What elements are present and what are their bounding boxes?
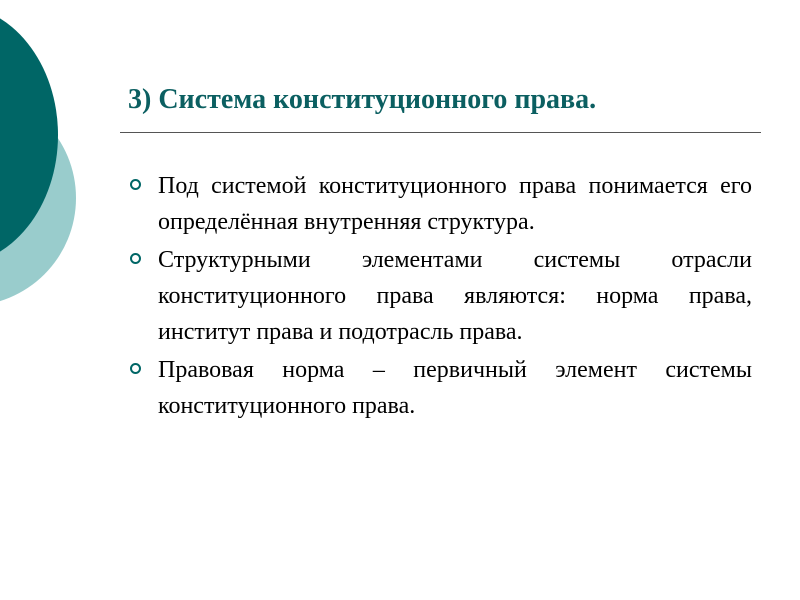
list-item (130, 352, 752, 424)
bullet-text: Правовая норма – первичный элемент системы конституционного права. (158, 357, 752, 419)
title-divider (120, 132, 761, 133)
bullet-text: Под системой конституционного права понимается его определённая внутренняя структура. (158, 173, 752, 235)
bullet-text: Структурными элементами системы отрасли конституционного права являются: норма права, институт права и подотрасль права. (158, 247, 752, 345)
ring-bullet-icon (130, 179, 141, 190)
list-item (130, 168, 752, 240)
slide-title: 3) Система конституционного права. (128, 84, 597, 115)
list-item (130, 242, 752, 350)
ring-bullet-icon (130, 363, 141, 374)
ring-bullet-icon (130, 253, 141, 264)
bullet-list (130, 168, 752, 426)
